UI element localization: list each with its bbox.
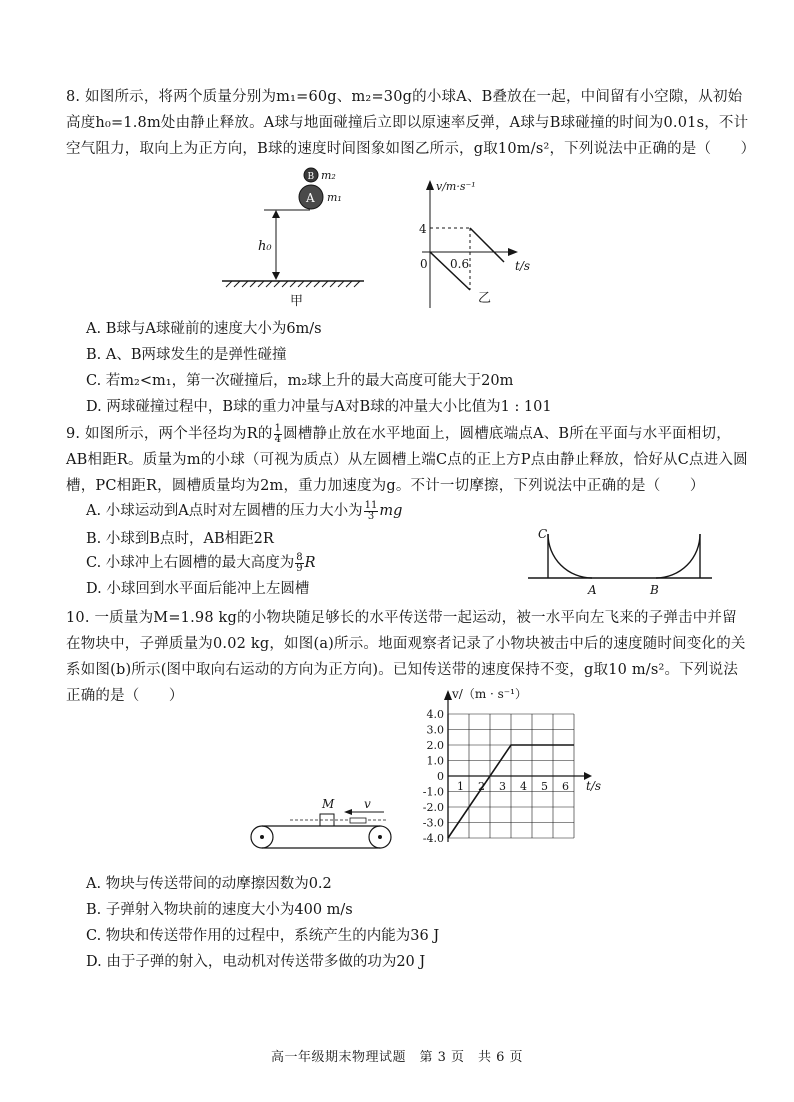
q8-tick-4: 4	[419, 222, 427, 236]
q8-ball-a: A	[306, 191, 315, 205]
q8-option-a[interactable]: A. B球与A球碰前的速度大小为6m/s	[86, 321, 322, 337]
q8-option-b[interactable]: B. A、B两球发生的是弹性碰撞	[86, 347, 287, 363]
x-tick-label: 5	[541, 780, 548, 793]
q8-y-axis-label: v/m·s⁻¹	[436, 180, 476, 193]
q10-chart-axes	[444, 690, 592, 842]
q8-option-d[interactable]: D. 两球碰撞过程中，B球的重力冲量与A对B球的冲量大小比值为1 : 101	[86, 399, 552, 415]
q10-chart-y-ticks	[423, 708, 444, 845]
q8-figure-yi	[419, 180, 530, 308]
q9-label-b: B	[650, 583, 659, 597]
x-tick-label: 6	[562, 780, 569, 793]
x-tick-label: 1	[457, 780, 464, 793]
x-tick-label: 2	[478, 780, 485, 793]
q9-stem	[66, 421, 750, 499]
y-tick-label: -4.0	[422, 832, 444, 845]
y-axis-arrow	[444, 690, 452, 700]
y-tick-label: 2.0	[426, 739, 444, 752]
q10-label-v: v	[364, 797, 371, 811]
q8-tick-06: 0.6	[450, 257, 470, 271]
q8-figure-jia	[222, 168, 364, 309]
q9-option-c[interactable]: C. 小球冲上右圆槽的最大高度为 $\frac{8}{9}$ R	[86, 551, 316, 574]
q10-chart-x-ticks	[457, 780, 569, 793]
y-tick-label: 0	[437, 770, 444, 783]
x-tick-label: 4	[520, 780, 527, 793]
q9-figure	[520, 520, 720, 602]
y-tick-label: -3.0	[422, 816, 444, 830]
q9-label-c: C	[538, 527, 548, 541]
q10-label-m: M	[322, 797, 335, 811]
q10-vt-chart	[408, 680, 604, 856]
q8-option-c[interactable]: C. 若m₂<m₁，第一次碰撞后，m₂球上升的最大高度可能大于20m	[86, 373, 514, 389]
q8-tick-0: 0	[420, 257, 428, 271]
q8-label-m2: m₂	[321, 169, 336, 182]
y-tick-label: 4.0	[426, 708, 444, 721]
q8-caption-yi: 乙	[478, 291, 492, 306]
q8-ball-b: B	[307, 172, 315, 182]
q10-option-c[interactable]: C. 物块和传送带作用的过程中，系统产生的内能为36 J	[86, 928, 440, 944]
y-tick-label: -2.0	[422, 801, 444, 814]
q8-label-h0: h₀	[258, 239, 272, 254]
q10-stem: 10. 一质量为M=1.98 kg的小物块随足够长的水平传送带一起运动，被一水平向左飞来的子弹击中并留在物块中，子弹质量为0.02 kg，如图(a)所示。地面观察者记录了小物块被击中后的速度随时间变化的关系如图(b)所示(图中取向右运动的方向为正方向)。已知传送带的速度保持不变，g取10 m/s²。下列说法正确的是（ ）	[66, 610, 746, 704]
y-tick-label: 1.0	[426, 754, 444, 768]
q9-stem-part-b: 圆槽静止放在水平地面上，圆槽底端点A、B所在平面与水平面相切，AB相距R。质量为m的小球（可视为质点）从左圆槽上端C点的正上方P点由静止释放，恰好从C点进入圆槽，PC相距R，圆槽质量均为2m，重力加速度为g。不计一切摩擦，下列说法中正确的是（ ）	[66, 426, 748, 494]
q10-option-a[interactable]: A. 物块与传送带间的动摩擦因数为0.2	[86, 876, 332, 892]
q10-chart-x-label: t/s	[586, 779, 602, 793]
q9-stem-part-a: 9. 如图所示，两个半径均为R的	[66, 426, 273, 442]
q8-label-m1: m₁	[327, 191, 342, 204]
q8-caption-jia: 甲	[290, 294, 304, 309]
x-tick-label: 3	[499, 780, 506, 793]
q10-option-b[interactable]: B. 子弹射入物块前的速度大小为400 m/s	[86, 902, 353, 918]
q9-stem-fraction: $\frac{1}{4}$	[274, 422, 282, 445]
q8-figure	[214, 160, 531, 310]
q9-option-d[interactable]: D. 小球回到水平面后能冲上左圆槽	[86, 581, 310, 597]
q10-chart-y-label: v/（m · s⁻¹）	[452, 687, 527, 701]
page-footer: 高一年级期末物理试题 第 3 页 共 6 页	[270, 1050, 524, 1065]
q8-stem: 8. 如图所示，将两个质量分别为m₁=60g、m₂=30g的小球A、B叠放在一起，中间留有小空隙，从初始高度h₀=1.8m处由静止释放。A球与地面碰撞后立即以原速率反弹，A球与B球碰撞的时间为0.01s，不计空气阻力，取向上为正方向，B球的速度时间图象如图乙所示，g取10m/s²，下列说法中正确的是（ ）	[66, 89, 756, 157]
q9-option-a[interactable]: A. 小球运动到A点时对左圆槽的压力大小为 $\frac{11}{3}$ mg	[86, 499, 403, 522]
y-tick-label: 3.0	[426, 723, 444, 737]
q10-option-d[interactable]: D. 由于子弹的射入，电动机对传送带多做的功为20 J	[86, 954, 426, 970]
q9-label-a: A	[588, 583, 597, 597]
q8-x-axis-label: t/s	[515, 259, 531, 273]
q9-option-b[interactable]: B. 小球到B点时，AB相距2R	[86, 531, 274, 547]
q10-figure-a	[248, 796, 398, 856]
y-tick-label: -1.0	[422, 785, 444, 799]
